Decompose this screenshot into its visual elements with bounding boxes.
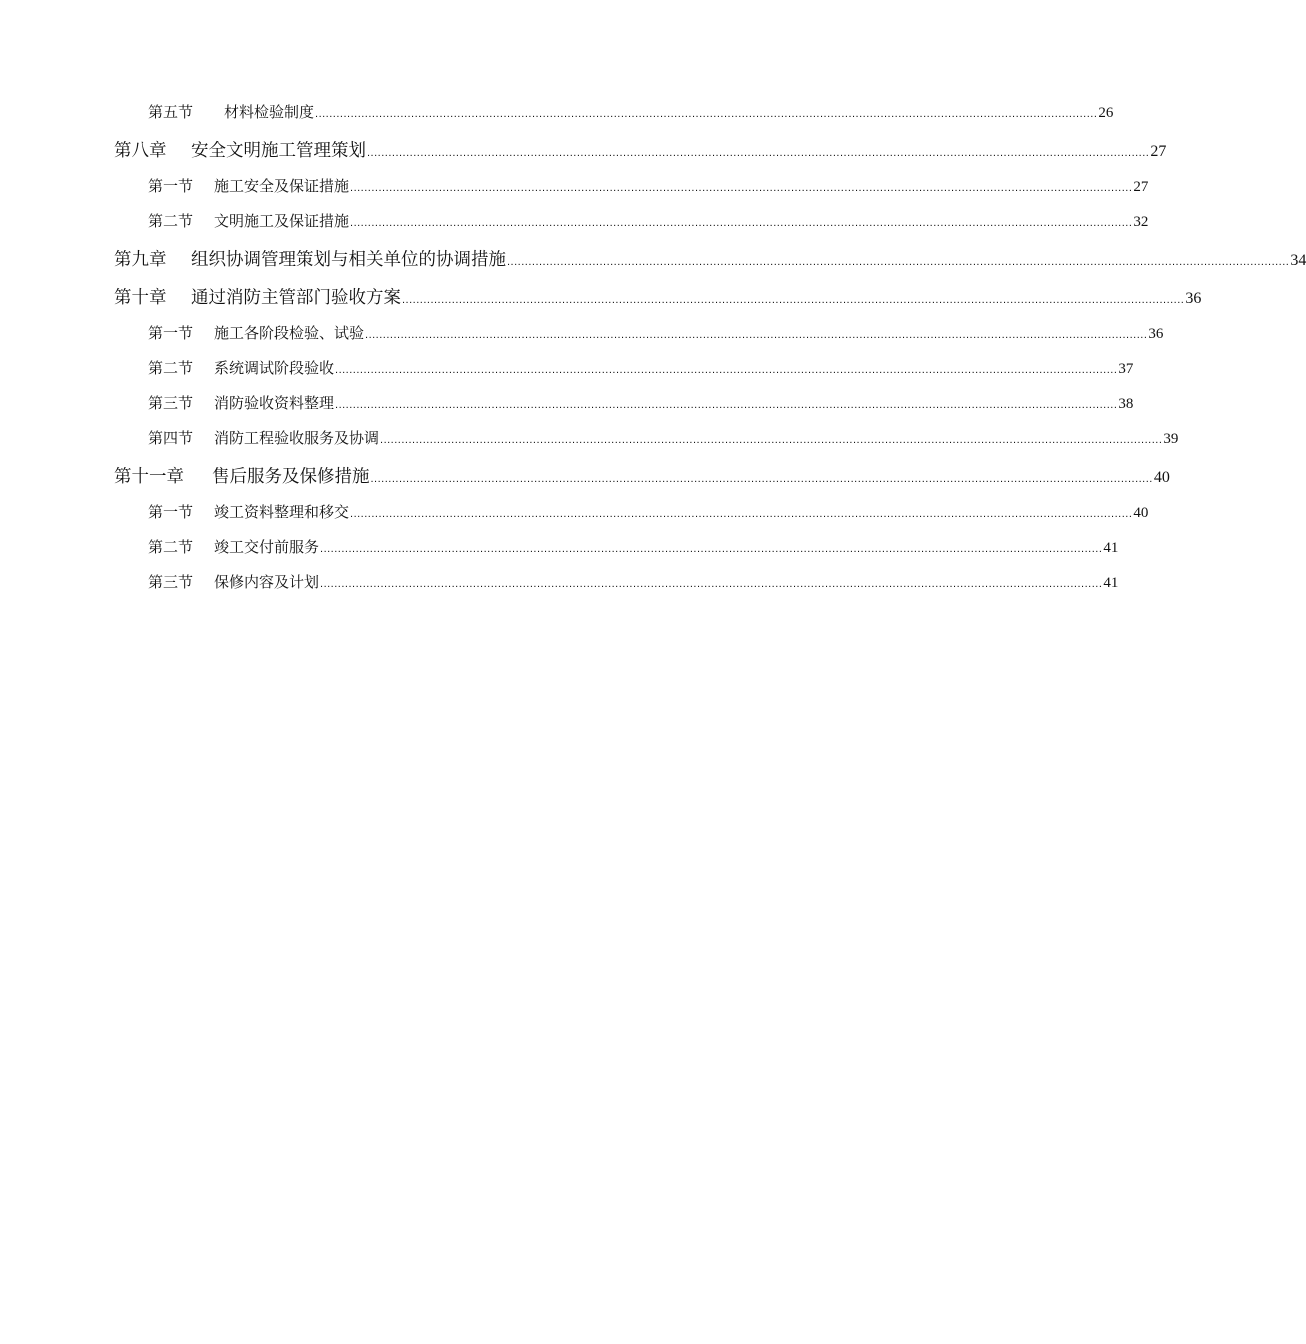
toc-entry-page: 36 (1148, 326, 1164, 342)
toc-leader-dots: ............................................................................................................................................................................................................................ (335, 399, 1118, 411)
toc-entry-chapter[interactable] (114, 246, 1306, 272)
toc-leader-dots: ............................................................................................................................................................................................................................ (350, 182, 1133, 194)
toc-entry-page: 36 (1185, 290, 1202, 307)
toc-entry-number: 第八章 (114, 141, 167, 161)
toc-entry-section[interactable] (148, 357, 1134, 379)
toc-entry-section[interactable] (148, 101, 1114, 123)
toc-entry-section[interactable] (148, 501, 1149, 523)
toc-leader-dots: ............................................................................................................................................................................................................................ (367, 147, 1150, 159)
toc-entry-page: 41 (1103, 575, 1119, 591)
toc-entry-section[interactable] (148, 571, 1119, 593)
toc-entry-title: 文明施工及保证措施 (214, 212, 350, 230)
toc-entry-page: 32 (1133, 214, 1149, 230)
toc-entry-title: 消防工程验收服务及协调 (214, 429, 380, 447)
toc-leader-dots: ............................................................................................................................................................................................................................ (320, 543, 1103, 555)
toc-entry-title: 材料检验制度 (224, 103, 315, 121)
toc-entry-number: 第三节 (148, 394, 194, 412)
toc-leader-dots: ............................................................................................................................................................................................................................ (370, 473, 1153, 485)
toc-entry-number: 第十章 (114, 288, 167, 308)
toc-entry-number: 第二节 (148, 212, 194, 230)
toc-leader-dots: ............................................................................................................................................................................................................................ (335, 364, 1118, 376)
toc-entry-number: 第十一章 (114, 467, 184, 487)
toc-entry-title: 施工各阶段检验、试验 (214, 324, 365, 342)
toc-entry-title: 系统调试阶段验收 (214, 359, 335, 377)
toc-entry-chapter[interactable] (114, 284, 1202, 310)
toc-entry-section[interactable] (148, 427, 1179, 449)
toc-entry-section[interactable] (148, 175, 1149, 197)
toc-entry-page: 39 (1163, 431, 1179, 447)
toc-entry-page: 40 (1133, 505, 1149, 521)
toc-entry-number: 第九章 (114, 250, 167, 270)
toc-entry-page: 38 (1118, 396, 1134, 412)
toc-leader-dots: ............................................................................................................................................................................................................................ (380, 434, 1163, 446)
toc-entry-page: 34 (1290, 252, 1306, 269)
toc-leader-dots: ............................................................................................................................................................................................................................ (350, 217, 1133, 229)
toc-entry-title: 组织协调管理策划与相关单位的协调措施 (191, 250, 506, 270)
toc-entry-page: 27 (1133, 179, 1149, 195)
toc-leader-dots: ............................................................................................................................................................................................................................ (507, 256, 1290, 268)
toc-entry-title: 保修内容及计划 (214, 573, 320, 591)
toc-entry-page: 41 (1103, 540, 1119, 556)
toc-entry-number: 第二节 (148, 359, 194, 377)
toc-entry-section[interactable] (148, 210, 1149, 232)
toc-entry-title: 售后服务及保修措施 (212, 467, 370, 487)
toc-entry-section[interactable] (148, 322, 1164, 344)
toc-leader-dots: ............................................................................................................................................................................................................................ (315, 108, 1098, 120)
toc-leader-dots: ............................................................................................................................................................................................................................ (365, 329, 1148, 341)
toc-entry-title: 通过消防主管部门验收方案 (191, 288, 401, 308)
toc-entry-section[interactable] (148, 536, 1119, 558)
toc-entry-chapter[interactable] (114, 463, 1170, 489)
toc-entry-number: 第一节 (148, 503, 194, 521)
toc-entry-number: 第四节 (148, 429, 194, 447)
toc-entry-chapter[interactable] (114, 137, 1167, 163)
toc-entry-section[interactable] (148, 392, 1134, 414)
toc-entry-title: 施工安全及保证措施 (214, 177, 350, 195)
toc-entry-page: 26 (1098, 105, 1114, 121)
toc-entry-number: 第一节 (148, 177, 194, 195)
toc-entry-page: 37 (1118, 361, 1134, 377)
toc-entry-number: 第二节 (148, 538, 194, 556)
toc-leader-dots: ............................................................................................................................................................................................................................ (402, 294, 1185, 306)
toc-entry-number: 第一节 (148, 324, 194, 342)
toc-entry-page: 40 (1153, 469, 1170, 486)
toc-entry-number: 第三节 (148, 573, 194, 591)
toc-entry-page: 27 (1150, 143, 1167, 160)
toc-entry-title: 安全文明施工管理策划 (191, 141, 366, 161)
toc-entry-title: 消防验收资料整理 (214, 394, 335, 412)
toc-entry-title: 竣工资料整理和移交 (214, 503, 350, 521)
toc-entry-title: 竣工交付前服务 (214, 538, 320, 556)
toc-leader-dots: ............................................................................................................................................................................................................................ (350, 508, 1133, 520)
toc-entry-number: 第五节 (148, 103, 194, 121)
toc-leader-dots: ............................................................................................................................................................................................................................ (320, 578, 1103, 590)
